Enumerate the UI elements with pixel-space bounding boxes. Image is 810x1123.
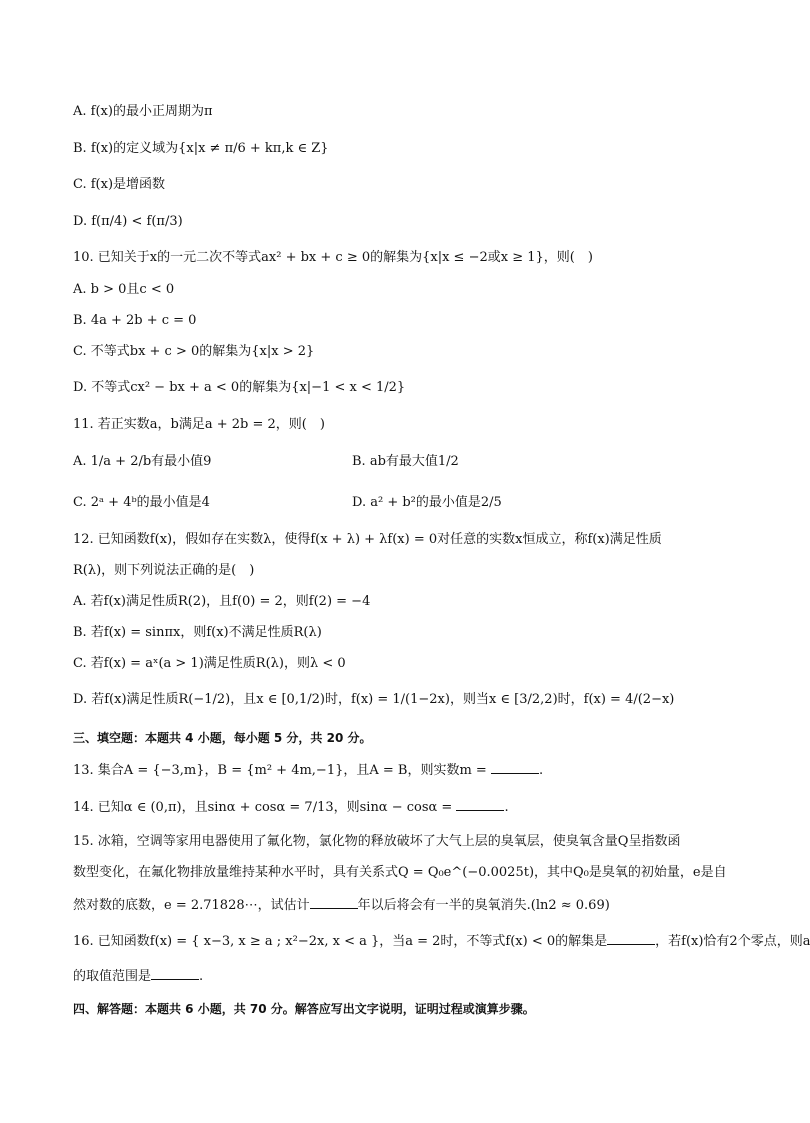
- question-15-line1: 15. 冰箱，空调等家用电器使用了氟化物，氯化物的释放破坏了大气上层的臭氧层，使臭氧含量Q呈指数函: [73, 834, 681, 849]
- option-10c: C. 不等式bx + c > 0的解集为{x|x > 2}: [73, 344, 315, 359]
- option-11c: C. 2ᵃ + 4ᵇ的最小值是4: [73, 495, 210, 510]
- option-9c: C. f(x)是增函数: [73, 177, 166, 192]
- option-11d: D. a² + b²的最小值是2/5: [352, 495, 502, 510]
- answer-blank: [607, 932, 655, 945]
- answer-blank: [151, 967, 199, 980]
- option-12c: C. 若f(x) = aˣ(a > 1)满足性质R(λ)，则λ < 0: [73, 656, 346, 671]
- question-14: 14. 已知α ∈ (0,π)，且sinα + cosα = 7/13，则sinα − cosα = .: [73, 800, 509, 815]
- question-16-line1: 16. 已知函数f(x) = { x−3, x ≥ a ; x²−2x, x < a }，当a = 2时，不等式f(x) < 0的解集是 ，若f(x)恰有2个零点，则a: [73, 934, 810, 949]
- answer-blank: [491, 761, 539, 774]
- option-12d: D. 若f(x)满足性质R(−1/2)，且x ∈ [0,1/2)时，f(x) = 1/(1−2x)，则当x ∈ [3/2,2)时，f(x) = 4/(2−x): [73, 692, 675, 707]
- question-12: 12. 已知函数f(x)，假如存在实数λ，使得f(x + λ) + λf(x) = 0对任意的实数x恒成立，称f(x)满足性质: [73, 532, 662, 547]
- question-12-cont: R(λ)，则下列说法正确的是( ): [73, 563, 255, 578]
- option-10b: B. 4a + 2b + c = 0: [73, 313, 197, 328]
- section-3-heading: 三、填空题：本题共 4 小题，每小题 5 分，共 20 分。: [73, 731, 372, 745]
- option-12a: A. 若f(x)满足性质R(2)，且f(0) = 2，则f(2) = −4: [73, 594, 371, 609]
- section-4-heading: 四、解答题：本题共 6 小题，共 70 分。解答应写出文字说明，证明过程或演算步骤。: [73, 1002, 535, 1016]
- answer-blank: [456, 798, 504, 811]
- option-10d: D. 不等式cx² − bx + a < 0的解集为{x|−1 < x < 1/2}: [73, 380, 406, 395]
- option-10a: A. b > 0且c < 0: [73, 282, 175, 297]
- option-9a: A. f(x)的最小正周期为π: [73, 104, 213, 119]
- question-15-line2: 数型变化，在氟化物排放量维持某种水平时，具有关系式Q = Q₀e^(−0.0025t)，其中Q₀是臭氧的初始量，e是自: [73, 865, 727, 880]
- option-11a: A. 1/a + 2/b有最小值9: [73, 454, 212, 469]
- question-10: 10. 已知关于x的一元二次不等式ax² + bx + c ≥ 0的解集为{x|x ≤ −2或x ≥ 1}，则( ): [73, 250, 593, 265]
- question-11: 11. 若正实数a，b满足a + 2b = 2，则( ): [73, 417, 325, 432]
- answer-blank: [310, 896, 358, 909]
- option-12b: B. 若f(x) = sinπx，则f(x)不满足性质R(λ): [73, 625, 322, 640]
- option-9d: D. f(π/4) < f(π/3): [73, 214, 183, 229]
- option-11b: B. ab有最大值1/2: [352, 454, 459, 469]
- question-13: 13. 集合A = {−3,m}，B = {m² + 4m,−1}，且A = B，则实数m = .: [73, 763, 544, 778]
- question-15-line3: 然对数的底数，e = 2.71828⋯，试估计 年以后将会有一半的臭氧消失.(ln2 ≈ 0.69): [73, 898, 610, 913]
- question-16-line2: 的取值范围是 .: [73, 969, 204, 984]
- option-9b: B. f(x)的定义域为{x|x ≠ π/6 + kπ,k ∈ Z}: [73, 141, 329, 156]
